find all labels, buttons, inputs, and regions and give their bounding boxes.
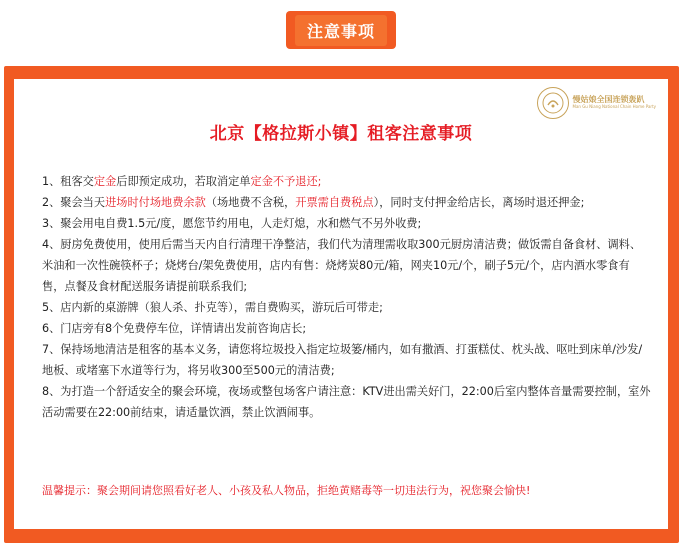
header-badge [286, 11, 396, 49]
warm-tip: 温馨提示：聚会期间请您照看好老人、小孩及私人物品，拒绝黄赌毒等一切违法行为，祝您聚会愉快! [42, 484, 531, 497]
rule-item-6: 6、门店旁有8个免费停车位，详情请出发前咨询店长; [42, 322, 307, 335]
rule-item-4: 4、厨房免费使用，使用后需当天内自行清理干净整洁，我们代为清理需收取300元厨房清洁费；做饭需自备食材、调料、米油和一次性碗筷杯子；烧烤台/架免费使用，店内有售：烧烤炭80元/箱，网夹10元/个，刷子5元/个，店内酒水零食有售，点餐及食材配送服务请提前联系我们; [42, 238, 642, 293]
brand-tagline: Man Gu Niang National Chain Home Party [572, 104, 656, 110]
rule-item-2: 2、聚会当天进场时付场地费余款（场地费不含税，开票需自费税点），同时支付押金给店长，离场时退还押金; [42, 196, 585, 209]
brand-seal-graphic [541, 91, 565, 115]
brand-logo [537, 87, 657, 119]
rules-list [42, 171, 652, 423]
brand-name: 慢姑娘全国连锁轰趴 [572, 95, 645, 105]
notice-card [14, 79, 668, 529]
rule-item-7: 7、保持场地清洁是租客的基本义务，请您将垃圾投入指定垃圾篓/桶内，如有撒酒、打蛋糕仗、枕头战、呕吐到床单/沙发/地板、或堵塞下水道等行为，将另收300至500元的清洁费; [42, 343, 643, 377]
rule-item-8: 8、为打造一个舒适安全的聚会环境，夜场或整包场客户请注意：KTV进出需关好门，22:00后室内整体音量需要控制，室外活动需要在22:00前结束，请适量饮酒，禁止饮酒闹事。 [42, 385, 651, 419]
rule-item-1: 1、租客交定金后即预定成功，若取消定单定金不予退还; [42, 175, 322, 188]
page-title: 北京【格拉斯小镇】租客注意事项 [209, 124, 473, 144]
header-badge-label: 注意事项 [295, 15, 387, 46]
rule-item-5: 5、店内新的桌游牌（狼人杀、扑克等），需自费购买，游玩后可带走; [42, 301, 383, 314]
rule-item-3: 3、聚会用电自费1.5元/度，愿您节约用电，人走灯熄，水和燃气不另外收费; [42, 217, 422, 230]
brand-seal-icon [537, 87, 569, 119]
